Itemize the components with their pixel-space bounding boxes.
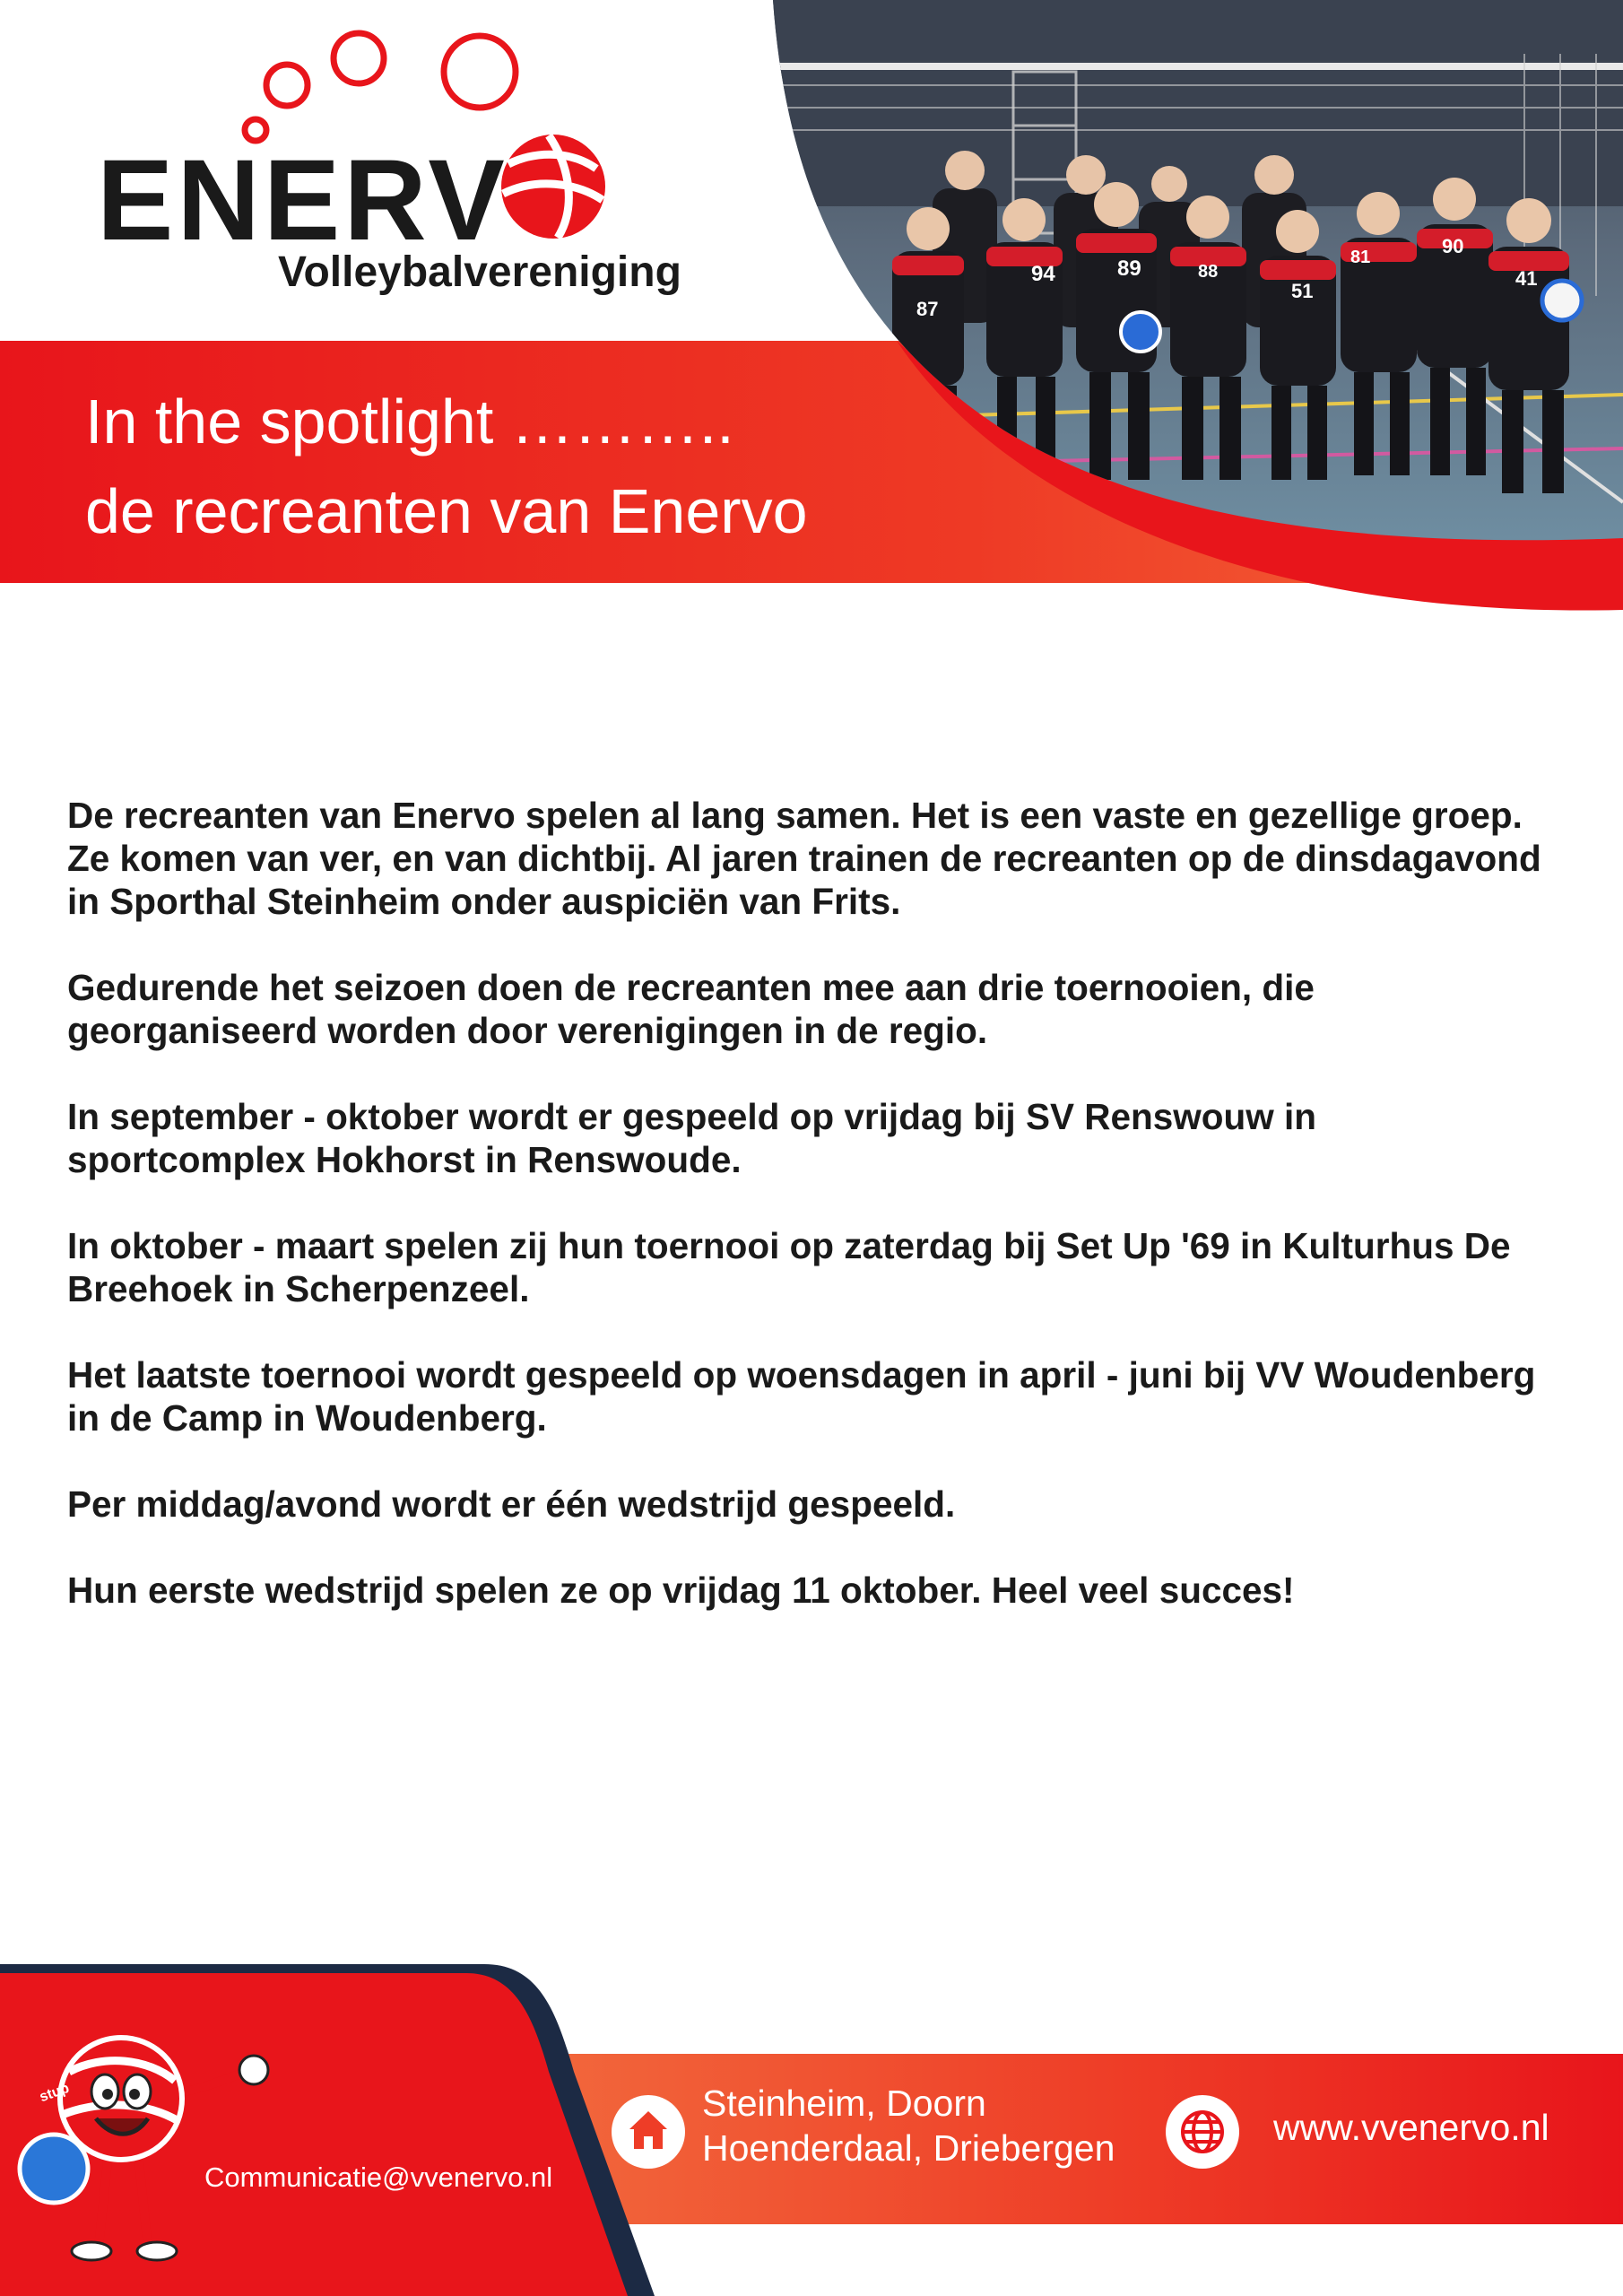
volleyball-icon [501,135,605,239]
paragraph: Per middag/avond wordt er één wedstrijd gespeeld. [67,1483,956,1525]
paragraph: In oktober - maart spelen zij hun toernooi op zaterdag bij Set Up '69 in Kulturhus De Breehoek in Scherpenzeel. [67,1225,1511,1309]
mascot-ball-label: stup [37,2080,72,2106]
jersey-number: 90 [1442,235,1464,257]
address-line-2: Hoenderdaal, Driebergen [702,2127,1115,2169]
jersey-number: 41 [1515,267,1538,290]
club-address [702,2081,1115,2170]
paragraph: Het laatste toernooi wordt gespeeld op woensdagen in april - juni bij VV Woudenberg in de Camp in Woudenberg. [67,1354,1536,1439]
jersey-number: 88 [1198,262,1219,282]
website-link[interactable]: www.vvenervo.nl [1273,2107,1549,2148]
jersey-number: 81 [1350,248,1371,267]
logo-bubbles [245,33,516,141]
paragraph: In september - oktober wordt er gespeeld op vrijdag bij SV Renswouw in sportcomplex Hokhorst in Renswoude. [67,1096,1316,1180]
article-body [67,794,1556,1655]
headline-line-1: In the spotlight ……….. [85,387,734,457]
home-icon [612,2095,685,2169]
address-line-1: Steinheim, Doorn [702,2083,986,2124]
logo-wordmark: ENERV [97,136,508,265]
jersey-number: 89 [1117,257,1141,281]
paragraph: Gedurende het seizoen doen de recreanten mee aan drie toernooien, die georganiseerd worden door verenigingen in de regio. [67,967,1315,1051]
page-title [85,377,808,556]
paragraph: De recreanten van Enervo spelen al lang samen. Het is een vaste en gezellige groep. Ze komen van ver, en van dichtbij. Al jaren trainen de recreanten op de dinsdagavond in Sporthal Steinheim onder auspiciën van Frits. [67,795,1541,922]
headline-line-2: de recreanten van Enervo [85,476,808,546]
contact-email-link[interactable]: Communicatie@vvenervo.nl [204,2161,553,2193]
jersey-number: 51 [1291,280,1314,302]
logo-tagline: Volleybalvereniging [278,248,681,296]
paragraph: Hun eerste wedstrijd spelen ze op vrijdag 11 oktober. Heel veel succes! [67,1570,1295,1611]
jersey-number: 87 [916,298,939,320]
globe-icon [1166,2095,1239,2169]
jersey-number: 94 [1031,262,1055,286]
